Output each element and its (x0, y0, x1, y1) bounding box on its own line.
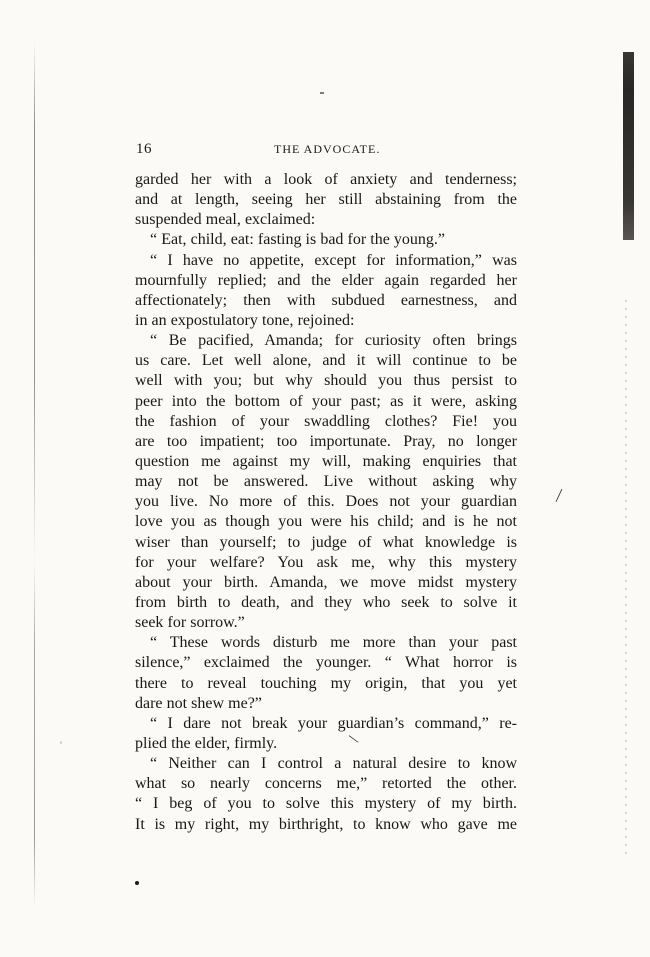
text-line: “ I dare not break your guardian’s command,” re- (150, 714, 517, 732)
text-line: what so nearly concerns me,” retorted the other. (135, 775, 517, 793)
text-line: silence,” exclaimed the younger. “ What horror is (135, 654, 517, 672)
text-line: and at length, seeing her still abstaining from the (135, 191, 517, 209)
text-line: there to reveal touching my origin, that you yet (135, 674, 517, 692)
text-line: us care. Let well alone, and it will continue to be (135, 352, 517, 370)
text-line: may not be answered. Live without asking why (135, 473, 517, 491)
text-line: plied the elder, firmly. (135, 734, 278, 752)
text-line: love you as though you were his child; and is he not (135, 513, 517, 531)
text-line: in an expostulatory tone, rejoined: (135, 311, 355, 329)
margin-caret-mark: \ (347, 731, 361, 748)
page-dot-mark (135, 881, 139, 885)
scan-right-speckles (625, 300, 627, 860)
text-line: dare not shew me?” (135, 694, 262, 712)
text-line: mournfully replied; and the elder again regarded her (135, 271, 517, 289)
scan-right-bar (623, 52, 634, 240)
text-line: garded her with a look of anxiety and tenderness; (135, 171, 517, 188)
text-line: from birth to death, and they who seek to solve it (135, 593, 517, 611)
margin-slash-mark: / (554, 484, 563, 508)
scan-left-edge (34, 42, 35, 907)
left-margin-tick: ˌ (59, 730, 63, 744)
text-line: “ I beg of you to solve this mystery of my birth. (135, 795, 517, 813)
text-line: well with you; but why should you thus persist to (135, 372, 517, 390)
page-header (136, 141, 516, 161)
scan-top-tick (320, 92, 324, 94)
text-line: peer into the bottom of your past; as it were, asking (135, 392, 517, 410)
text-line: seek for sorrow.” (135, 614, 245, 632)
text-line: affectionately; then with subdued earnestness, and (135, 291, 517, 309)
text-line: the fashion of your swaddling clothes? Fie! you (135, 412, 517, 430)
text-line: wiser than yourself; to judge of what knowledge is (135, 533, 517, 551)
text-line: “ Be pacified, Amanda; for curiosity often brings (150, 332, 517, 350)
text-line: “ These words disturb me more than your past (150, 634, 517, 652)
text-line: are too impatient; too importunate. Pray, no longer (135, 432, 517, 450)
text-line: about your birth. Amanda, we move midst mystery (135, 573, 517, 591)
text-line: question me against my will, making enquiries that (135, 452, 517, 470)
page-number: 16 (136, 141, 152, 157)
text-line: “ Eat, child, eat: fasting is bad for the young.” (150, 231, 446, 249)
text-line: for your welfare? You ask me, why this mystery (135, 553, 517, 571)
text-line: suspended meal, exclaimed: (135, 211, 316, 229)
text-line: “ I have no appetite, except for information,” was (150, 251, 517, 269)
running-head: THE ADVOCATE. (274, 142, 381, 156)
text-line: It is my right, my birthright, to know who gave me (135, 815, 517, 833)
text-line: “ Neither can I control a natural desire to know (150, 755, 517, 773)
text-line: you live. No more of this. Does not your guardian (135, 493, 517, 511)
body-text (135, 170, 517, 835)
